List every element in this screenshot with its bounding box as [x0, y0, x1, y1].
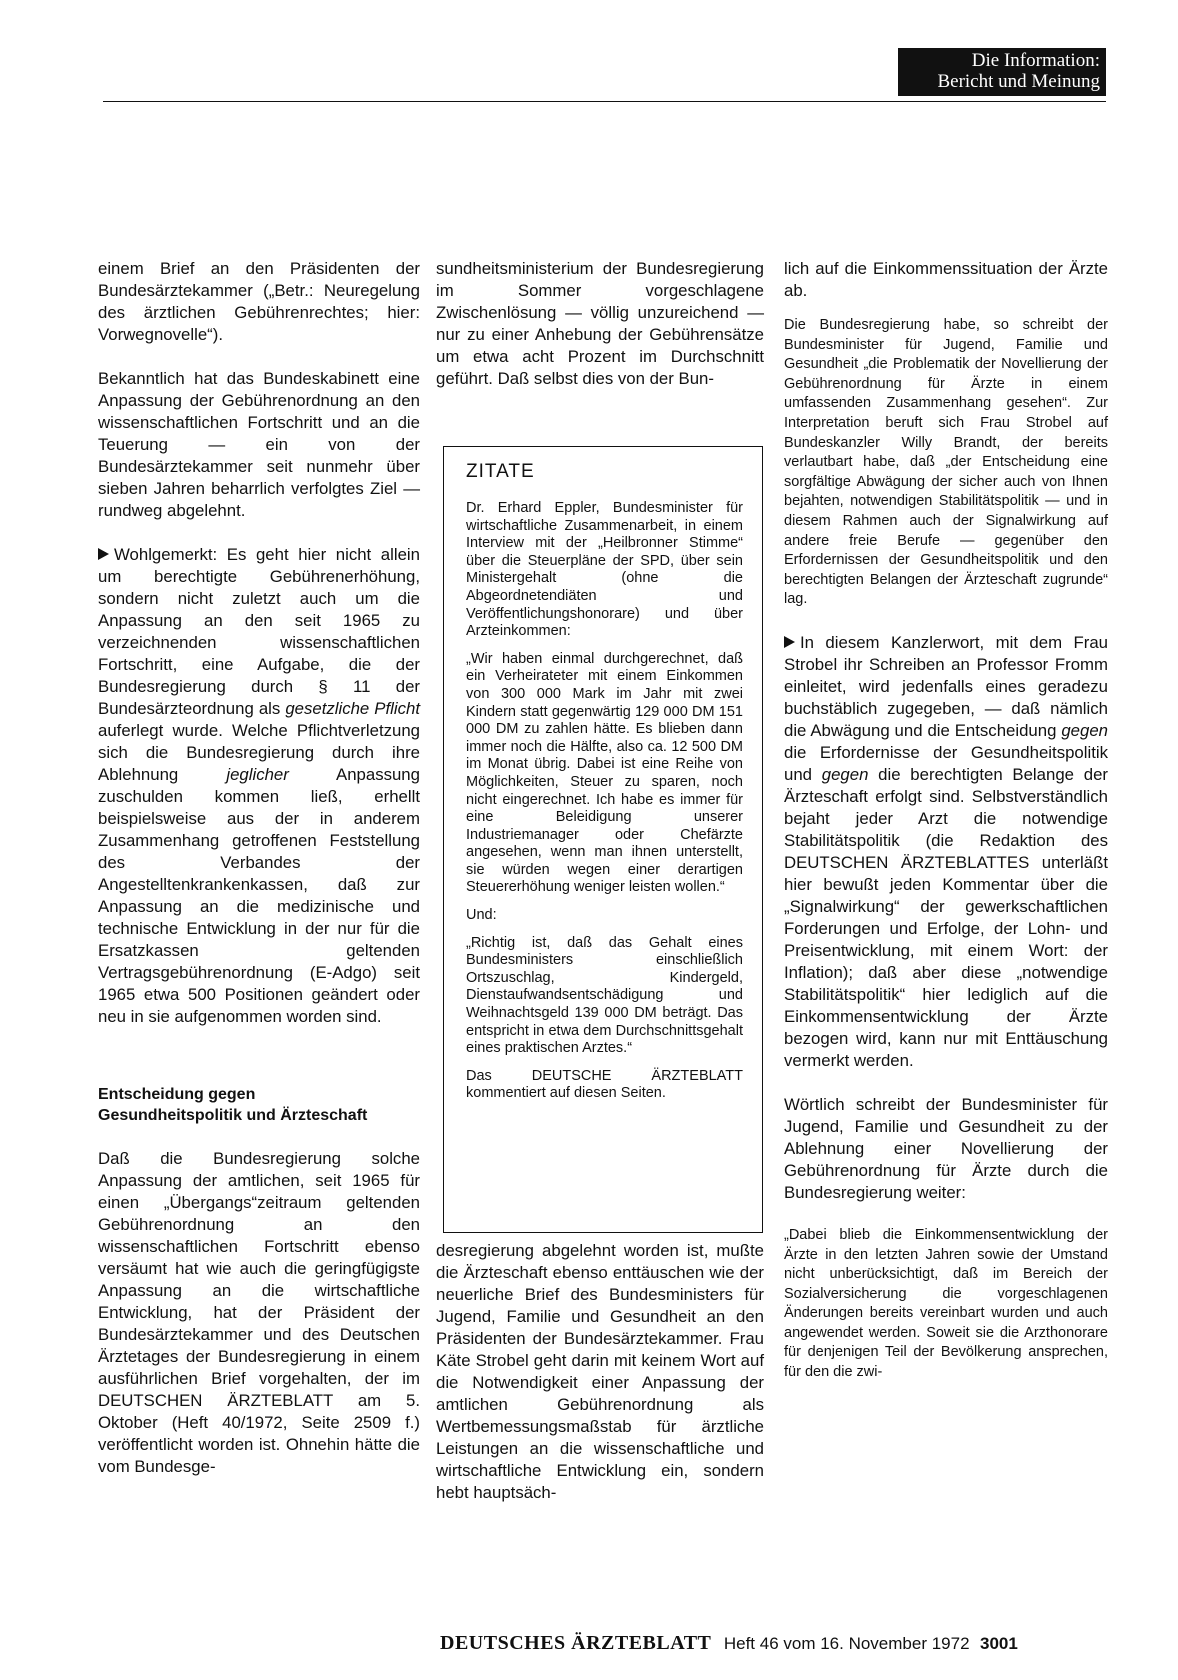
col2-paragraph-1: sundheitsministerium der Bundesregierung im Sommer vorgeschlagene Zwischenlösung — völlig unzureichend — nur zu einer Anhebung der Gebührensätze um etwa acht Prozent im Durchschnitt geführt. Daß selbst dies von der Bun- [436, 259, 764, 388]
col1-paragraph-4: Daß die Bundesregierung solche Anpassung der amtlichen, seit 1965 für einen „Übergangs“zeitraum geltenden Gebührenordnung an den wissenschaftlichen Fortschritt ebenso versäumt hat wie auch die geringfügigste Anpassung an die wirtschaftliche Entwicklung, hat der Präsident der Bundesärztekammer und des Deutschen Ärztetages der Bundesregierung in einem ausführlichen Brief vorgehalten, der im DEUTSCHEN ÄRZTEBLATT am 5. Oktober (Heft 40/1972, Seite 2509 f.) veröffentlicht worden ist. Ohnehin hätte die vom Bundesge- [98, 1149, 420, 1476]
section-header-box [898, 48, 1106, 96]
column-3 [784, 258, 1108, 1383]
header-rule [103, 101, 1106, 102]
col1-paragraph-2: Bekanntlich hat das Bundeskabinett eine Anpassung der Gebührenordnung an den wissenschaftlichen Fortschritt und an die Teuerung — ein von der Bundesärztekammer seit nunmehr über sieben Jahren beharrlich verfolgtes Ziel — rundweg abgelehnt. [98, 369, 420, 520]
zitate-box [443, 446, 763, 1233]
col3-paragraph-2: Die Bundesregierung habe, so schreibt der Bundesminister für Jugend, Familie und Gesundheit „die Problematik der Novellierung der Gebührenordnung für Ärzte in einem umfassenden Zusammenhang gesehen“. Zur Interpretation beruft sich Frau Strobel auf Bundeskanzler Willy Brandt, der bereits verlautbart habe, daß „der Entscheidung eine sorgfältige Abwägung der sicher auch von Ihnen bejahten, notwendigen Stabilitätspolitik — und in diesem Rahmen auch der Signalwirkung auf andere freie Berufe — gegenüber den Erfordernissen der Gesundheitspolitik und den berechtigten Belangen der Ärzteschaft zugrunde“ lag. [784, 317, 1108, 608]
zitate-intro: Dr. Erhard Eppler, Bundesminister für wirtschaftliche Zusammenarbeit, in einem Interview mit der „Heilbronner Stimme“ über die Steuerpläne der SPD, über sein Ministergehalt (ohne die Abgeordnetendiäten und Veröffentlichungshonorare) und über Arzteinkommen: [466, 500, 743, 640]
magazine-name: DEUTSCHES ÄRZTEBLATT [440, 1632, 712, 1654]
col3-paragraph-3: In diesem Kanzlerwort, mit dem Frau Strobel ihr Schreiben an Professor Fromm einleitet, wird jedenfalls eines geradezu buchstäblich zugegeben, — daß nämlich die Abwägung und die Entscheidung gegen die Erfordernisse der Gesundheitspolitik und gegen die berechtigten Belange der Ärzteschaft erfolgt sind. Selbstverständlich bejaht jeder Arzt die notwendige Stabilitätspolitik (die Redaktion des DEUTSCHEN ÄRZTEBLATTES unterläßt hier bewußt jeden Kommentar über die „Signalwirkung“ der gewerkschaftlichen Forderungen und Erfolge, der Lohn- und Preisentwicklung, mit einem Wort: der Inflation); daß aber diese „notwendige Stabilitätspolitik“ hier lediglich auf die Einkommensentwicklung der Ärzte bezogen wird, kann nur mit Enttäuschung vermerkt werden. [784, 632, 1108, 1070]
zitate-und: Und: [466, 907, 497, 924]
col1-paragraph-3: Wohlgemerkt: Es geht hier nicht allein um berechtigte Gebührenerhöhung, sondern nicht zuletzt auch um die Anpassung an den seit 1965 zu verzeichnenden wissenschaftlichen Fortschritt, eine Aufgabe, die der Bundesregierung durch § 11 der Bundesärzteordnung als gesetzliche Pflicht auferlegt wurde. Welche Pflichtverletzung sich die Bundesregierung durch ihre Ablehnung jeglicher Anpassung zuschulden kommen ließ, erhellt beispielsweise aus der in anderem Zusammenhang getroffenen Feststellung des Verbandes der Angestelltenkrankenkassen, daß zur Anpassung an die medizinische und technische Entwicklung in der nur für die Ersatzkassen geltenden Vertragsgebührenordnung (E-Adgo) seit 1965 etwa 500 Positionen geändert oder neu in sie aufgenommen worden sind. [98, 545, 420, 1026]
section-heading: Entscheidung gegen Gesundheitspolitik und Ärzteschaft [98, 1086, 368, 1124]
column-2-lower [436, 1240, 764, 1504]
col1-paragraph-1: einem Brief an den Präsidenten der Bundesärztekammer („Betr.: Neuregelung des ärztlichen Gebührenrechtes; hier: Vorwegnovelle“). [98, 259, 420, 344]
zitate-title: ZITATE [466, 461, 535, 482]
page-footer [440, 1632, 1110, 1655]
zitate-quote-1: „Wir haben einmal durchgerechnet, daß ein Verheirateter mit einem Einkommen von 300 000 Mark im Jahr mit zwei Kindern statt gegenwärtig 129 000 DM 151 000 DM zu zahlen hätte. Es blieben dann immer noch die Hälfte, also ca. 12 500 DM im Monat übrig. Dabei ist eine Reihe von Möglichkeiten, Steuer zu sparen, noch nicht eingerechnet. Ich habe es immer für eine Beleidigung unserer Industriemanager oder Chefärzte angesehen, wenn man ihnen unterstellt, sie würden wegen einer derartigen Steuererhöhung weniger leisten wollen.“ [466, 650, 743, 896]
section-header-line2: Bericht und Meinung [937, 71, 1100, 92]
zitate-footer: Das DEUTSCHE ÄRZTEBLATT kommentiert auf diesen Seiten. [466, 1067, 743, 1102]
triangle-bullet-icon [784, 636, 795, 648]
section-header-line1: Die Information: [971, 50, 1100, 71]
col3-paragraph-4: Wörtlich schreibt der Bundesminister für Jugend, Familie und Gesundheit zu der Ablehnung einer Novellierung der Gebührenordnung für Ärzte durch die Bundesregierung weiter: [784, 1094, 1108, 1202]
zitate-quote-2: „Richtig ist, daß das Gehalt eines Bundesministers einschließlich Ortszuschlag, Kindergeld, Dienstaufwandsentschädigung und Weihnachtsgeld 139 000 DM beträgt. Das entspricht in etwa dem Durchschnittsgehalt eines praktischen Arztes.“ [466, 934, 743, 1057]
col3-paragraph-1: lich auf die Einkommenssituation der Ärzte ab. [784, 259, 1108, 300]
page-number: 3001 [979, 1634, 1018, 1653]
column-2 [436, 258, 764, 390]
issue-info: Heft 46 vom 16. November 1972 [723, 1634, 970, 1653]
col3-paragraph-5: „Dabei blieb die Einkommensentwicklung der Ärzte in den letzten Jahren sowie der Umstand nicht unberücksichtigt, daß im Bereich der Sozialversicherung die vorgeschlagenen Änderungen bereits vereinbart wurden und auch angewendet werden. Soweit sie die Arzthonorare für denjenigen Teil der Bevölkerung ansprechen, für den die zwi- [784, 1226, 1108, 1381]
triangle-bullet-icon [98, 548, 109, 560]
column-1 [98, 258, 420, 1478]
col2-paragraph-2: desregierung abgelehnt worden ist, mußte die Ärzteschaft ebenso enttäuschen wie der neuerliche Brief des Bundesministers für Jugend, Familie und Gesundheit an den Präsidenten der Bundesärztekammer. Frau Käte Strobel geht darin mit keinem Wort auf die Notwendigkeit einer Anpassung der amtlichen Gebührenordnung als Wertbemessungsmaßstab für ärztliche Leistungen an die wissenschaftliche und wirtschaftliche Entwicklung ein, sondern hebt hauptsäch- [436, 1241, 764, 1502]
